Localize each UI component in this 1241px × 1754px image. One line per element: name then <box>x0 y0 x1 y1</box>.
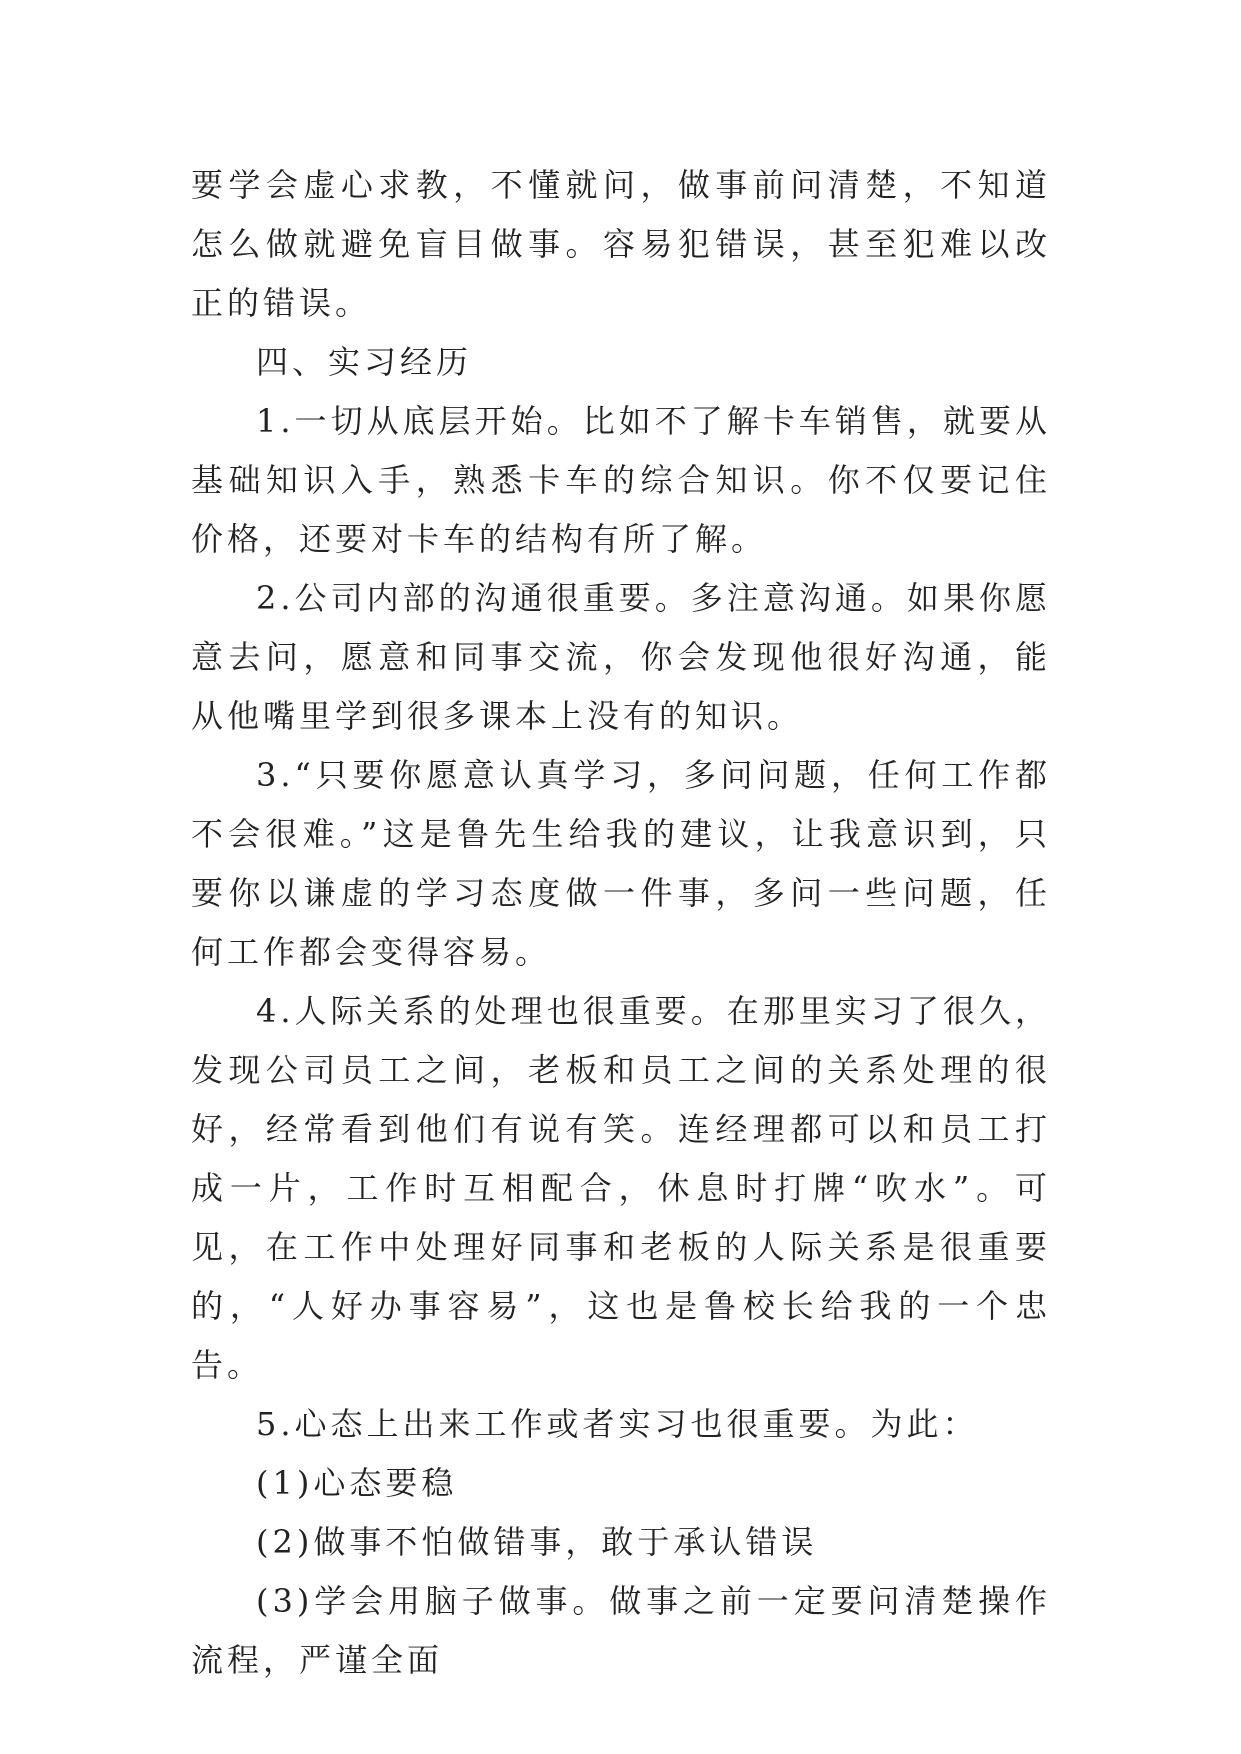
document-body <box>191 156 1051 1690</box>
paragraph-continuation: 要学会虚心求教，不懂就问，做事前问清楚，不知道怎么做就避免盲目做事。容易犯错误，甚至犯难以改正的错误。 <box>191 166 1051 322</box>
section-heading: 四、实习经历 <box>256 343 473 381</box>
list-item: 1.一切从底层开始。比如不了解卡车销售，就要从基础知识入手，熟悉卡车的综合知识。你不仅要记住价格，还要对卡车的结构有所了解。 <box>191 402 1051 558</box>
list-item: 2.公司内部的沟通很重要。多注意沟通。如果你愿意去问，愿意和同事交流，你会发现他很好沟通，能从他嘴里学到很多课本上没有的知识。 <box>191 579 1051 735</box>
list-item: 5.心态上出来工作或者实习也很重要。为此： <box>256 1405 979 1443</box>
sub-list-item: (3)学会用脑子做事。做事之前一定要问清楚操作流程，严谨全面 <box>191 1582 1051 1679</box>
list-item: 3.“只要你愿意认真学习，多问问题，任何工作都不会很难。”这是鲁先生给我的建议，让我意识到，只要你以谦虚的学习态度做一件事，多问一些问题，任何工作都会变得容易。 <box>191 756 1051 971</box>
sub-list-item: (2)做事不怕做错事，敢于承认错误 <box>256 1523 818 1561</box>
sub-list-item: (1)心态要稳 <box>256 1464 458 1502</box>
list-item: 4.人际关系的处理也很重要。在那里实习了很久，发现公司员工之间，老板和员工之间的关系处理的很好，经常看到他们有说有笑。连经理都可以和员工打成一片，工作时互相配合，休息时打牌“吹水”。可见，在工作中处理好同事和老板的人际关系是很重要的，“人好办事容易”，这也是鲁校长给我的一个忠告。 <box>191 992 1051 1384</box>
